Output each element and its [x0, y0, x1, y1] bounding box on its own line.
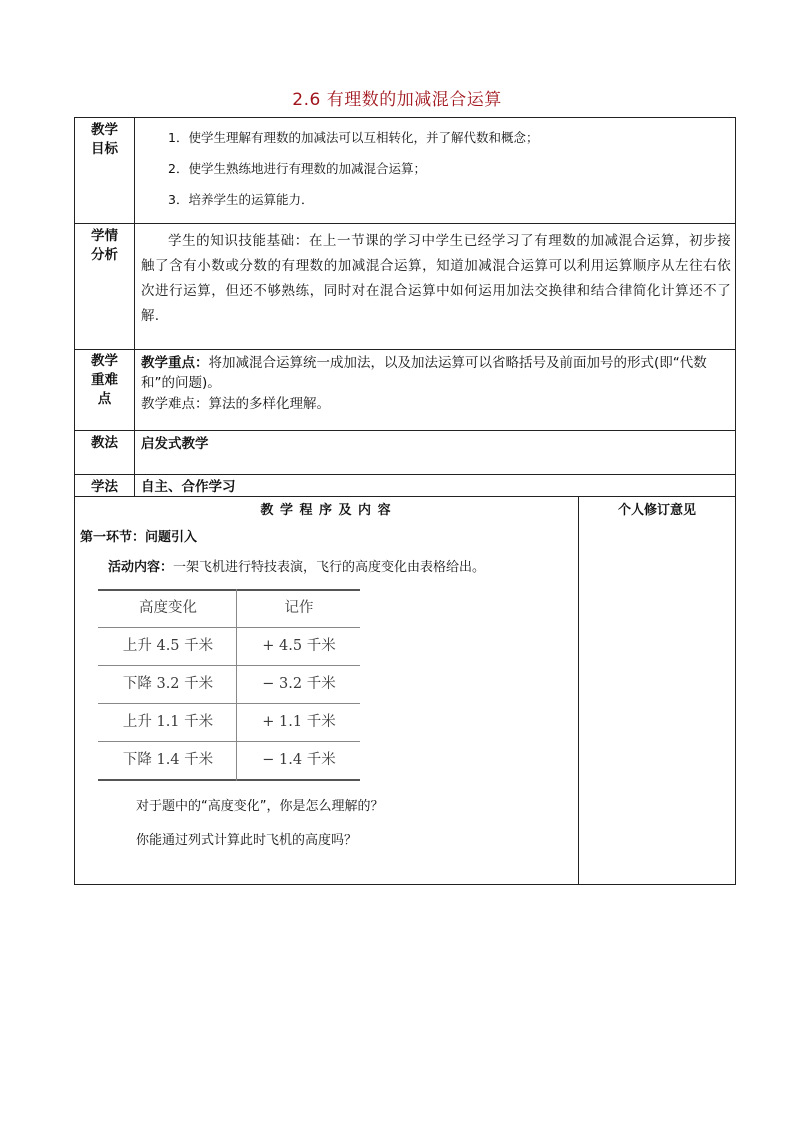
question-1: 对于题中的“高度变化”，你是怎么理解的？ [136, 799, 384, 814]
altitude-change-cell: 上升 4.5 千米 [122, 638, 214, 654]
table-row [98, 703, 360, 741]
revision-header: 个人修订意见 [617, 503, 696, 518]
header-altitude-change: 高度变化 [139, 600, 197, 616]
analysis-label: 学情分析 [91, 228, 118, 263]
key-point-text [141, 353, 729, 393]
study-label: 学法 [91, 479, 118, 495]
row-divider [74, 223, 736, 224]
question-2: 你能通过列式计算此时飞机的高度吗？ [136, 833, 358, 848]
key-point-body: 将加减混合运算统一成加法，以及加法运算可以省略括号及前面加号的形式(即“代数和”的问题)。 [141, 355, 707, 391]
table-row [98, 741, 360, 779]
row-divider [74, 349, 736, 350]
goal-item: 1．使学生理解有理数的加减法可以互相转化，并了解代数和概念； [168, 130, 539, 145]
goal-item: 3．培养学生的运算能力． [168, 192, 314, 207]
difficulty-text: 教学难点：算法的多样化理解。 [141, 396, 330, 412]
table-row [98, 627, 360, 665]
study-value: 自主、合作学习 [141, 479, 236, 495]
key-point-label: 教学重点： [141, 355, 209, 371]
activity-text: 一架飞机进行特技表演，飞行的高度变化由表格给出。 [173, 560, 486, 575]
header-notation: 记作 [284, 600, 314, 616]
notation-cell: − 1.4 千米 [262, 752, 336, 768]
activity-label: 活动内容： [108, 560, 174, 575]
notation-cell: − 3.2 千米 [262, 676, 336, 692]
method-value: 启发式教学 [141, 436, 209, 452]
table-header-row [98, 589, 360, 627]
row-divider [74, 474, 736, 475]
analysis-text: 学生的知识技能基础：在上一节课的学习中学生已经学习了有理数的加减混合运算，初步接触了含有小数或分数的有理数的加减混合运算，知道加减混合运算可以利用运算顺序从左往右依次进行运算，但还不够熟练，同时对在混合运算中如何运用加法交换律和结合律简化计算还不了解. [141, 233, 731, 324]
table-bottom-rule [98, 779, 360, 781]
row-divider [74, 430, 736, 431]
notation-cell: + 1.1 千米 [262, 714, 336, 730]
table-column-divider [236, 589, 237, 781]
table-row [98, 665, 360, 703]
goals-label: 教学目标 [91, 122, 118, 157]
altitude-change-cell: 下降 1.4 千米 [122, 752, 214, 768]
label-column-divider [134, 117, 135, 497]
altitude-change-cell: 上升 1.1 千米 [122, 714, 214, 730]
row-divider [74, 496, 736, 497]
altitude-change-cell: 下降 3.2 千米 [122, 676, 214, 692]
keypoints-label: 教学重难点 [91, 353, 118, 407]
altitude-table [98, 589, 360, 781]
procedure-header: 教 学 程 序 及 内 容 [260, 503, 392, 518]
activity-line [108, 556, 485, 575]
goal-item: 2．使学生熟练地进行有理数的加减混合运算； [168, 161, 426, 176]
revision-column-divider [578, 496, 579, 885]
page-title: 2.6 有理数的加减混合运算 [292, 90, 502, 110]
method-label: 教法 [91, 435, 118, 451]
section-title: 第一环节：问题引入 [80, 530, 198, 545]
notation-cell: + 4.5 千米 [262, 638, 336, 654]
